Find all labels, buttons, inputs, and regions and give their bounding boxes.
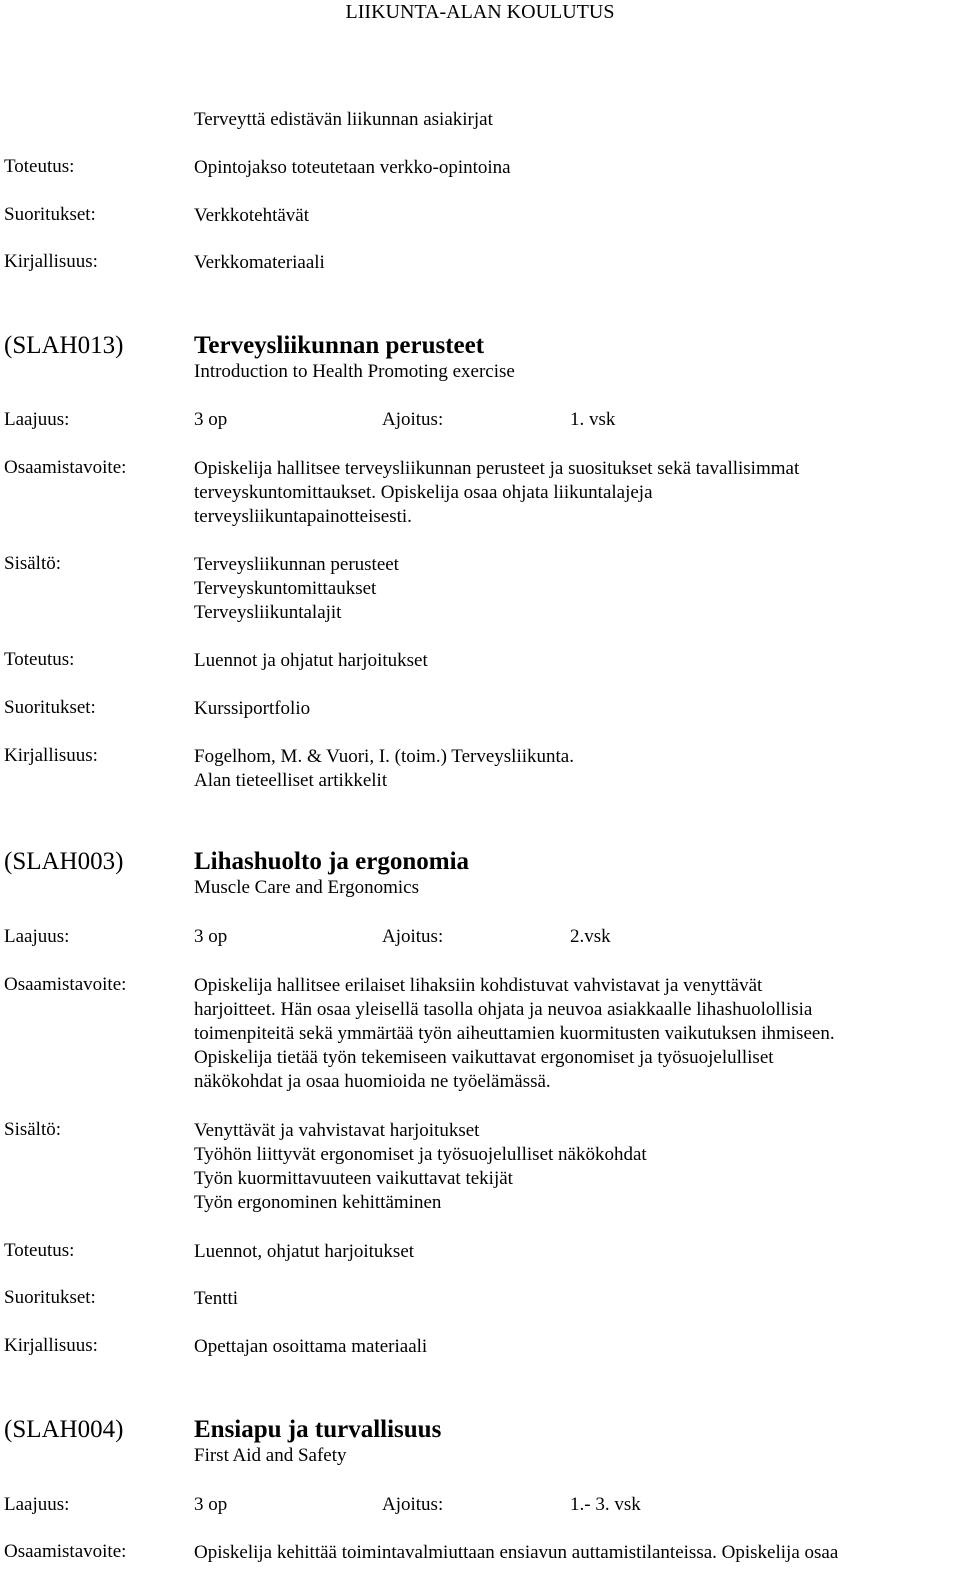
course-code: (SLAH013) bbox=[4, 332, 124, 359]
field-value: Verkkomateriaali bbox=[194, 252, 325, 273]
text-line: terveyskuntomittaukset. Opiskelija osaa ohjata liikuntalajeja bbox=[194, 482, 653, 503]
laajuus-label: Laajuus: bbox=[4, 926, 70, 947]
text-line: Terveysliikunnan perusteet bbox=[194, 554, 399, 575]
field-label: Osaamistavoite: bbox=[4, 457, 127, 478]
text-line: Alan tieteelliset artikkelit bbox=[194, 770, 388, 791]
text-line: Opiskelija tietää työn tekemiseen vaikuttavat ergonomiset ja työsuojelulliset bbox=[194, 1047, 774, 1068]
text-line: Fogelhom, M. & Vuori, I. (toim.) Terveysliikunta. bbox=[194, 746, 574, 767]
ajoitus-value: 2.vsk bbox=[570, 926, 611, 947]
text-line: Opiskelija hallitsee terveysliikunnan perusteet ja suositukset sekä tavallisimmat bbox=[194, 458, 800, 479]
course-title: Terveysliikunnan perusteet bbox=[194, 332, 485, 359]
text-line: Työn ergonominen kehittäminen bbox=[194, 1192, 442, 1213]
course-heading bbox=[4, 1416, 954, 1476]
field-value: Kurssiportfolio bbox=[194, 698, 311, 719]
field-value bbox=[194, 745, 954, 793]
field-label: Toteutus: bbox=[4, 649, 75, 670]
text-line: toimenpiteitä sekä ymmärtää työn aiheuttamien kuormitusten vaikutuksen ihmiseen. bbox=[194, 1023, 835, 1044]
text-line: harjoitteet. Hän osaa yleisellä tasolla ohjata ja neuvoa asiakkaalle lihashuolollisia bbox=[194, 999, 813, 1020]
field-label: Toteutus: bbox=[4, 156, 75, 177]
field-label: Sisältö: bbox=[4, 553, 62, 574]
text-line: Työhön liittyvät ergonomiset ja työsuojelulliset näkökohdat bbox=[194, 1144, 647, 1165]
laajuus-value: 3 op bbox=[194, 409, 228, 430]
laajuus-label: Laajuus: bbox=[4, 409, 70, 430]
field-value bbox=[194, 1335, 954, 1359]
course-title: Ensiapu ja turvallisuus bbox=[194, 1416, 442, 1443]
intro-line: Terveyttä edistävän liikunnan asiakirjat bbox=[194, 109, 493, 130]
ajoitus-value: 1.- 3. vsk bbox=[570, 1494, 641, 1515]
field-value: Tentti bbox=[194, 1288, 239, 1309]
field-label: Sisältö: bbox=[4, 1119, 62, 1140]
field-label: Toteutus: bbox=[4, 1240, 75, 1261]
field-value bbox=[194, 974, 954, 1094]
laajuus-value: 3 op bbox=[194, 926, 228, 947]
ajoitus-label: Ajoitus: bbox=[382, 1494, 444, 1515]
course-code: (SLAH004) bbox=[4, 1416, 124, 1443]
text-line: terveysliikuntapainotteisesti. bbox=[194, 506, 412, 527]
course-title: Lihashuolto ja ergonomia bbox=[194, 848, 470, 875]
text-line: Opiskelija hallitsee erilaiset lihaksiin kohdistuvat vahvistavat ja venyttävät bbox=[194, 975, 763, 996]
ajoitus-label: Ajoitus: bbox=[382, 926, 444, 947]
field-label: Osaamistavoite: bbox=[4, 1541, 127, 1562]
field-value: Luennot ja ohjatut harjoitukset bbox=[194, 650, 428, 671]
field-label: Suoritukset: bbox=[4, 697, 96, 718]
ajoitus-label: Ajoitus: bbox=[382, 409, 444, 430]
field-value bbox=[194, 1541, 954, 1565]
course-code: (SLAH003) bbox=[4, 848, 124, 875]
course-subtitle: Introduction to Health Promoting exercise bbox=[194, 361, 515, 382]
text-line: Työn kuormittavuuteen vaikuttavat tekijät bbox=[194, 1168, 513, 1189]
field-value: Opintojakso toteutetaan verkko-opintoina bbox=[194, 157, 511, 178]
laajuus-value: 3 op bbox=[194, 1494, 228, 1515]
laajuus-label: Laajuus: bbox=[4, 1494, 70, 1515]
course-heading bbox=[4, 332, 954, 392]
running-header: LIIKUNTA-ALAN KOULUTUS bbox=[345, 1, 615, 23]
text-line: Terveyskuntomittaukset bbox=[194, 578, 377, 599]
field-value: Luennot, ohjatut harjoitukset bbox=[194, 1241, 415, 1262]
text-line: Opiskelija kehittää toimintavalmiuttaan ensiavun auttamistilanteissa. Opiskelija osaa bbox=[194, 1542, 839, 1563]
course-subtitle: Muscle Care and Ergonomics bbox=[194, 877, 419, 898]
field-value: Verkkotehtävät bbox=[194, 205, 310, 226]
field-label: Suoritukset: bbox=[4, 204, 96, 225]
field-label: Osaamistavoite: bbox=[4, 974, 127, 995]
field-label: Kirjallisuus: bbox=[4, 745, 98, 766]
field-value bbox=[194, 1119, 954, 1215]
text-line: Venyttävät ja vahvistavat harjoitukset bbox=[194, 1120, 480, 1141]
text-line: näkökohdat ja osaa huomioida ne työelämässä. bbox=[194, 1071, 551, 1092]
course-heading bbox=[4, 848, 954, 908]
field-label: Suoritukset: bbox=[4, 1287, 96, 1308]
course-subtitle: First Aid and Safety bbox=[194, 1445, 347, 1466]
text-line: Opettajan osoittama materiaali bbox=[194, 1336, 428, 1357]
field-value bbox=[194, 553, 954, 625]
field-label: Kirjallisuus: bbox=[4, 1335, 98, 1356]
field-label: Kirjallisuus: bbox=[4, 251, 98, 272]
field-value bbox=[194, 457, 954, 529]
ajoitus-value: 1. vsk bbox=[570, 409, 616, 430]
text-line: Terveysliikuntalajit bbox=[194, 602, 342, 623]
